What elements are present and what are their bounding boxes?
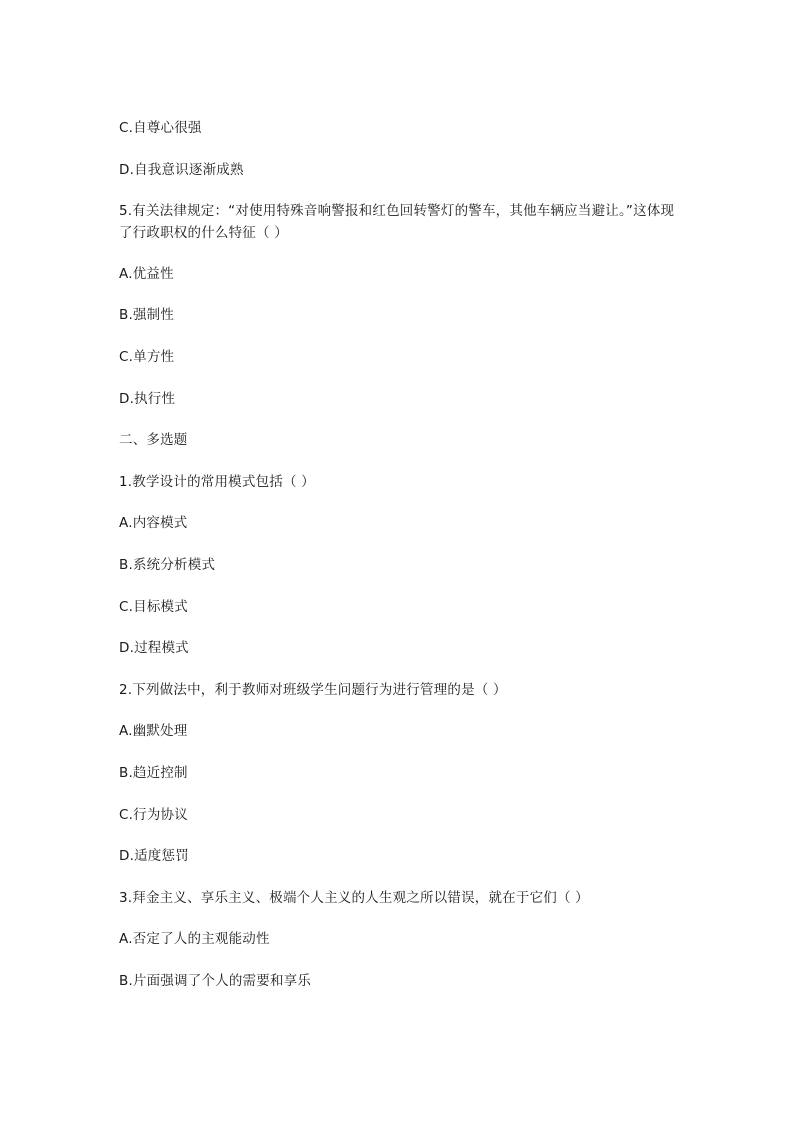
mc-q1-option-d: D.过程模式 xyxy=(119,640,189,656)
mc-q3-option-a: A.否定了人的主观能动性 xyxy=(119,931,270,947)
mc-q1-option-c: C.目标模式 xyxy=(119,599,188,615)
mc-question-3: 3.拜金主义、享乐主义、极端个人主义的人生观之所以错误，就在于它们（ ） xyxy=(119,890,589,906)
mc-q2-option-c: C.行为协议 xyxy=(119,807,188,823)
question-5: 5.有关法律规定：“对使用特殊音响警报和红色回转警灯的警车，其他车辆应当避让。”这体现了行政职权的什么特征（ ） xyxy=(119,203,675,241)
mc-q2-option-a: A.幽默处理 xyxy=(119,723,188,739)
section-heading-multiple-choice: 二、多选题 xyxy=(119,432,188,448)
mc-q3-option-b: B.片面强调了个人的需要和享乐 xyxy=(119,973,312,989)
q5-option-d: D.执行性 xyxy=(119,391,176,407)
option-d-self-awareness: D.自我意识逐渐成熟 xyxy=(119,162,244,178)
mc-q2-option-d: D.适度惩罚 xyxy=(119,848,189,864)
mc-question-2: 2.下列做法中，利于教师对班级学生问题行为进行管理的是（ ） xyxy=(119,682,507,698)
mc-q1-option-b: B.系统分析模式 xyxy=(119,557,216,573)
mc-question-1: 1.教学设计的常用模式包括（ ） xyxy=(119,474,315,490)
q5-option-a: A.优益性 xyxy=(119,266,174,282)
mc-q2-option-b: B.趋近控制 xyxy=(119,765,188,781)
option-c-self-esteem: C.自尊心很强 xyxy=(119,120,202,136)
q5-option-b: B.强制性 xyxy=(119,307,175,323)
q5-option-c: C.单方性 xyxy=(119,349,175,365)
mc-q1-option-a: A.内容模式 xyxy=(119,515,188,531)
